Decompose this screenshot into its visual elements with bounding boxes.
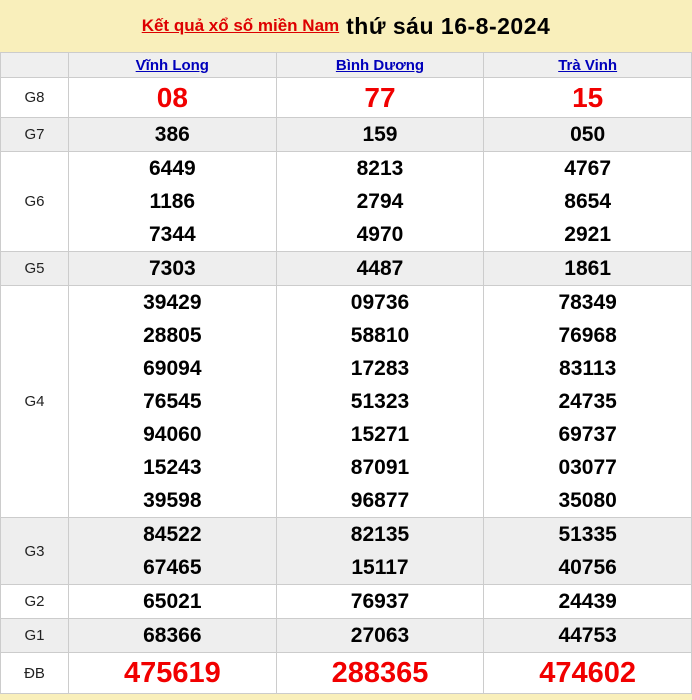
prize-number: 8213 [356, 157, 404, 180]
prize-number: 7303 [148, 257, 196, 280]
prize-number: 78349 [558, 291, 617, 314]
prize-number: 69094 [143, 357, 202, 380]
prize-values-cell [276, 286, 484, 518]
prize-number: 15271 [350, 423, 410, 446]
prize-number: 050 [570, 123, 606, 146]
prize-number: 4487 [356, 257, 404, 280]
prize-number: 76968 [558, 324, 617, 347]
prize-number: 15117 [351, 556, 409, 579]
prize-label: G3 [1, 518, 69, 585]
prize-values-cell [484, 518, 692, 585]
prize-number: 159 [362, 123, 398, 146]
prize-number: 84522 [143, 523, 202, 546]
prize-label: G6 [1, 152, 69, 252]
prize-number: 35080 [558, 489, 617, 512]
prize-values-cell [276, 118, 484, 152]
prize-number: 15 [572, 82, 604, 113]
prize-number: 386 [154, 123, 190, 146]
column-header-binh-duong [276, 53, 484, 78]
column-header-row [1, 53, 692, 78]
prize-values-cell [484, 619, 692, 653]
prize-number: 475619 [123, 657, 221, 689]
prize-values-cell [276, 585, 484, 619]
prize-label: G8 [1, 78, 69, 118]
column-header-vinh-long [69, 53, 277, 78]
prize-number: 7344 [148, 223, 196, 246]
prize-number: 24439 [558, 590, 617, 613]
prize-row-g5 [1, 252, 692, 286]
prize-values-cell [69, 252, 277, 286]
prize-row-g8 [1, 78, 692, 118]
province-link-binh-duong[interactable]: Bình Dương [335, 56, 425, 74]
prize-values-cell [69, 518, 277, 585]
prize-number: 39429 [143, 291, 202, 314]
prize-number: 27063 [350, 624, 410, 647]
prize-number: 15243 [143, 456, 202, 479]
prize-values-cell [484, 286, 692, 518]
lottery-results-table [0, 52, 692, 694]
prize-label: G7 [1, 118, 69, 152]
prize-number: 58810 [350, 324, 410, 347]
prize-row-g3 [1, 518, 692, 585]
corner-cell [1, 53, 69, 78]
prize-number: 51323 [350, 390, 410, 413]
prize-values-cell [276, 78, 484, 118]
prize-number: 17283 [350, 357, 410, 380]
column-header-tra-vinh [484, 53, 692, 78]
prize-number: 288365 [331, 657, 429, 689]
prize-row-g7 [1, 118, 692, 152]
prize-values-cell [69, 118, 277, 152]
prize-number: 67465 [143, 556, 202, 579]
prize-number: 8654 [564, 190, 612, 213]
prize-values-cell [276, 619, 484, 653]
prize-values-cell [484, 252, 692, 286]
prize-number: 1186 [149, 190, 196, 213]
prize-number: 6449 [148, 157, 196, 180]
prize-values-cell [69, 152, 277, 252]
prize-label: G4 [1, 286, 69, 518]
region-title-link[interactable]: Kết quả xổ số miền Nam [141, 16, 340, 35]
prize-label: G5 [1, 252, 69, 286]
prize-number: 87091 [350, 456, 410, 479]
prize-label: G2 [1, 585, 69, 619]
prize-number: 83113 [559, 357, 617, 380]
prize-number: 40756 [558, 556, 617, 579]
prize-number: 08 [156, 82, 188, 113]
prize-row-g6 [1, 152, 692, 252]
prize-values-cell [69, 619, 277, 653]
prize-values-cell [276, 653, 484, 694]
prize-number: 39598 [143, 489, 202, 512]
prize-number: 09736 [350, 291, 410, 314]
prize-values-cell [276, 518, 484, 585]
prize-number: 4970 [356, 223, 404, 246]
prize-values-cell [69, 585, 277, 619]
prize-row-db [1, 653, 692, 694]
prize-row-g1 [1, 619, 692, 653]
draw-date-text: thứ sáu 16-8-2024 [346, 12, 551, 39]
prize-values-cell [484, 585, 692, 619]
prize-values-cell [484, 78, 692, 118]
prize-row-g2 [1, 585, 692, 619]
prize-number: 96877 [350, 489, 410, 512]
prize-row-g4 [1, 286, 692, 518]
page-title [0, 0, 692, 52]
prize-number: 68366 [143, 624, 202, 647]
prize-number: 77 [364, 82, 396, 113]
prize-number: 82135 [350, 523, 410, 546]
prize-number: 51335 [558, 523, 617, 546]
prize-number: 24735 [558, 390, 617, 413]
prize-values-cell [69, 78, 277, 118]
prize-values-cell [484, 118, 692, 152]
prize-values-cell [484, 653, 692, 694]
prize-label: ĐB [1, 653, 69, 694]
prize-number: 28805 [143, 324, 202, 347]
prize-number: 76545 [143, 390, 202, 413]
prize-number: 1861 [564, 257, 612, 280]
prize-label: G1 [1, 619, 69, 653]
prize-values-cell [276, 152, 484, 252]
province-link-vinh-long[interactable]: Vĩnh Long [135, 56, 209, 74]
prize-number: 474602 [539, 657, 637, 689]
prize-values-cell [69, 653, 277, 694]
prize-number: 65021 [143, 590, 202, 613]
prize-number: 4767 [564, 157, 612, 180]
prize-number: 69737 [558, 423, 617, 446]
prize-number: 94060 [143, 423, 202, 446]
prize-number: 2921 [564, 223, 612, 246]
prize-values-cell [276, 252, 484, 286]
prize-number: 2794 [356, 190, 404, 213]
prize-number: 03077 [558, 456, 617, 479]
prize-values-cell [69, 286, 277, 518]
province-link-tra-vinh[interactable]: Trà Vinh [558, 56, 618, 74]
prize-number: 76937 [350, 590, 410, 613]
prize-number: 44753 [558, 624, 617, 647]
prize-values-cell [484, 152, 692, 252]
